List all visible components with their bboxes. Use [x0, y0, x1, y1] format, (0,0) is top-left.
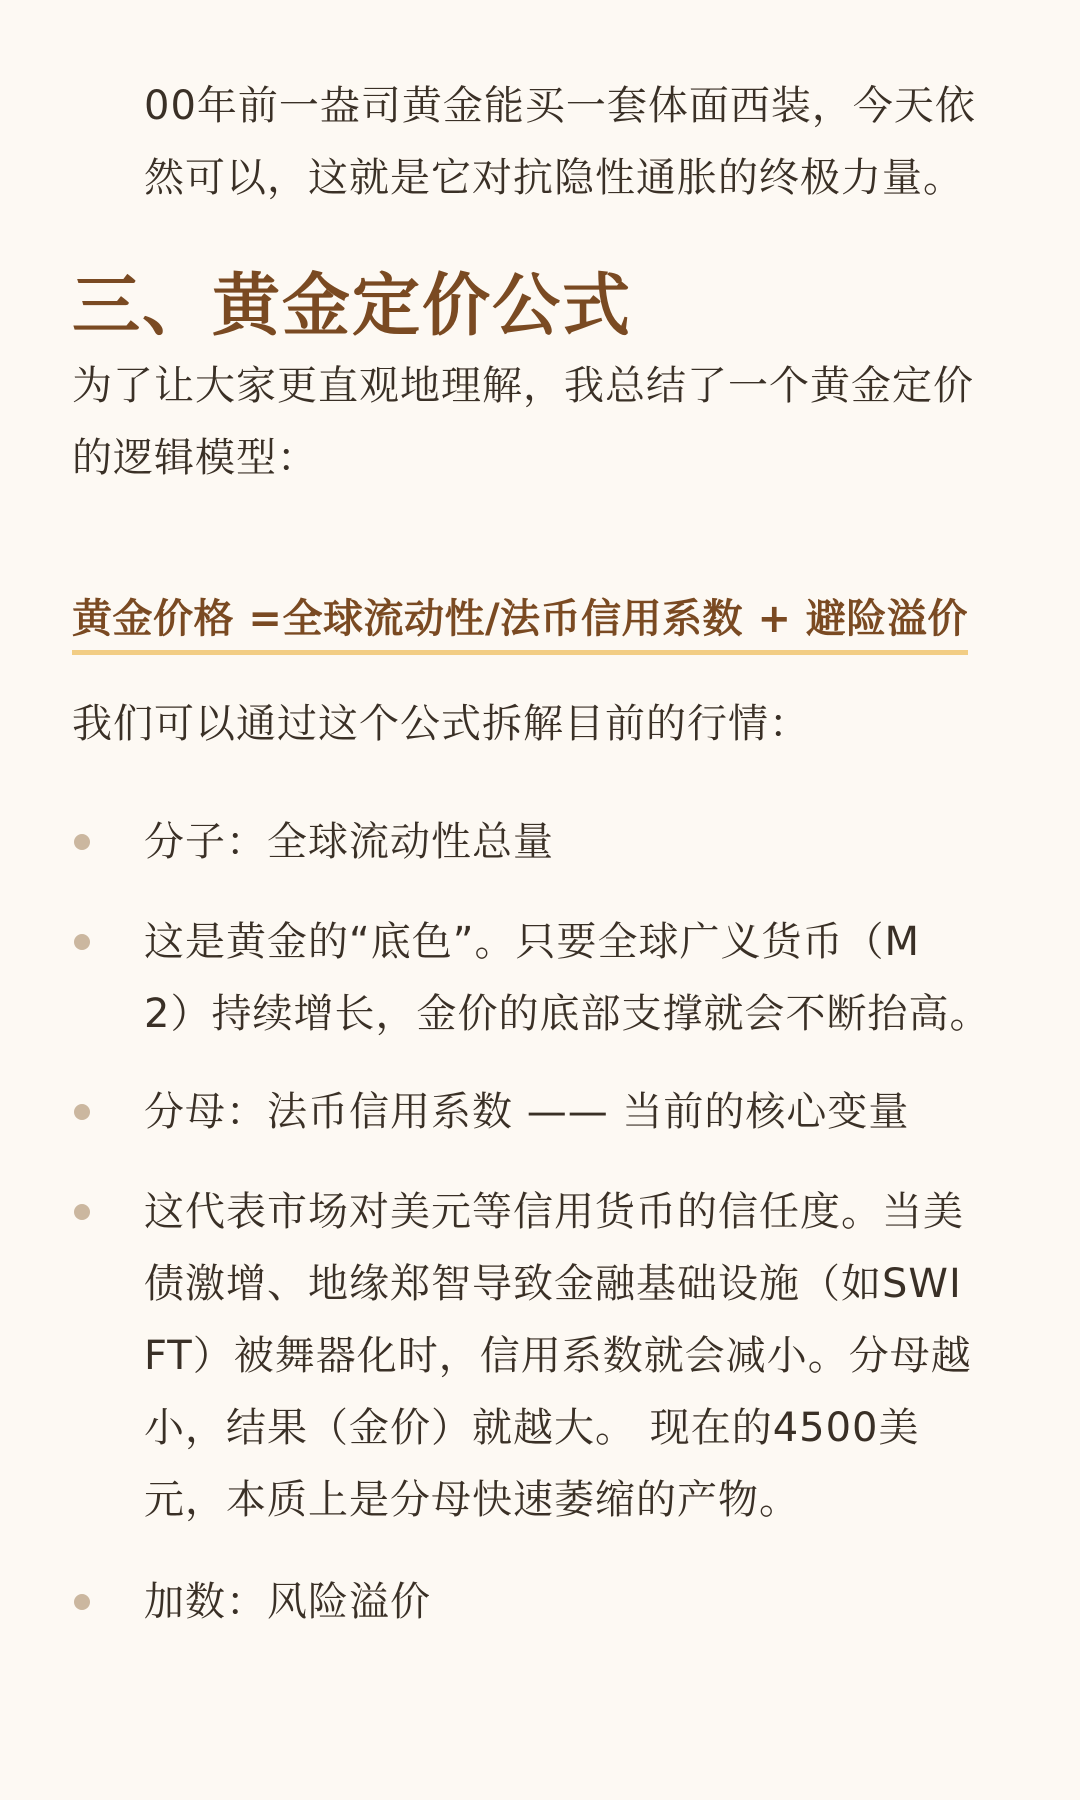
bullet-dot-icon — [74, 1204, 90, 1220]
section-heading: 三、黄金定价公式 — [72, 267, 633, 346]
list-item-text: 这代表市场对美元等信用货币的信任度。当美 债激增、地缘郑智导致金融基础设施（如SWI FT）被舞器化时，信用系数就会减小。分母越 小，结果（金价）就越大。 现在的4500美 元，本质上是分母快速萎缩的产物。 — [144, 1189, 972, 1523]
list-item-text: 加数：风险溢价 — [144, 1579, 431, 1625]
paragraph-breakdown: 我们可以通过这个公式拆解目前的行情： — [72, 701, 810, 747]
intro-paragraph: 00年前一盎司黄金能买一套体面西装，今天依 然可以，这就是它对抗隐性通胀的终极力量。 — [144, 83, 976, 201]
bullet-dot-icon — [74, 1594, 90, 1610]
list-item-text: 分母：法币信用系数 —— 当前的核心变量 — [144, 1089, 910, 1135]
bullet-dot-icon — [74, 1104, 90, 1120]
list-item-text: 这是黄金的“底色”。只要全球广义货币（M 2）持续增长，金价的底部支撑就会不断抬高。 — [144, 919, 991, 1037]
paragraph-intro-model: 为了让大家更直观地理解，我总结了一个黄金定价 的逻辑模型： — [72, 363, 974, 481]
list-item-text: 分子：全球流动性总量 — [144, 819, 554, 865]
bullet-dot-icon — [74, 934, 90, 950]
formula-highlight: 黄金价格 =全球流动性/法币信用系数 + 避险溢价 — [72, 590, 968, 655]
bullet-dot-icon — [74, 834, 90, 850]
